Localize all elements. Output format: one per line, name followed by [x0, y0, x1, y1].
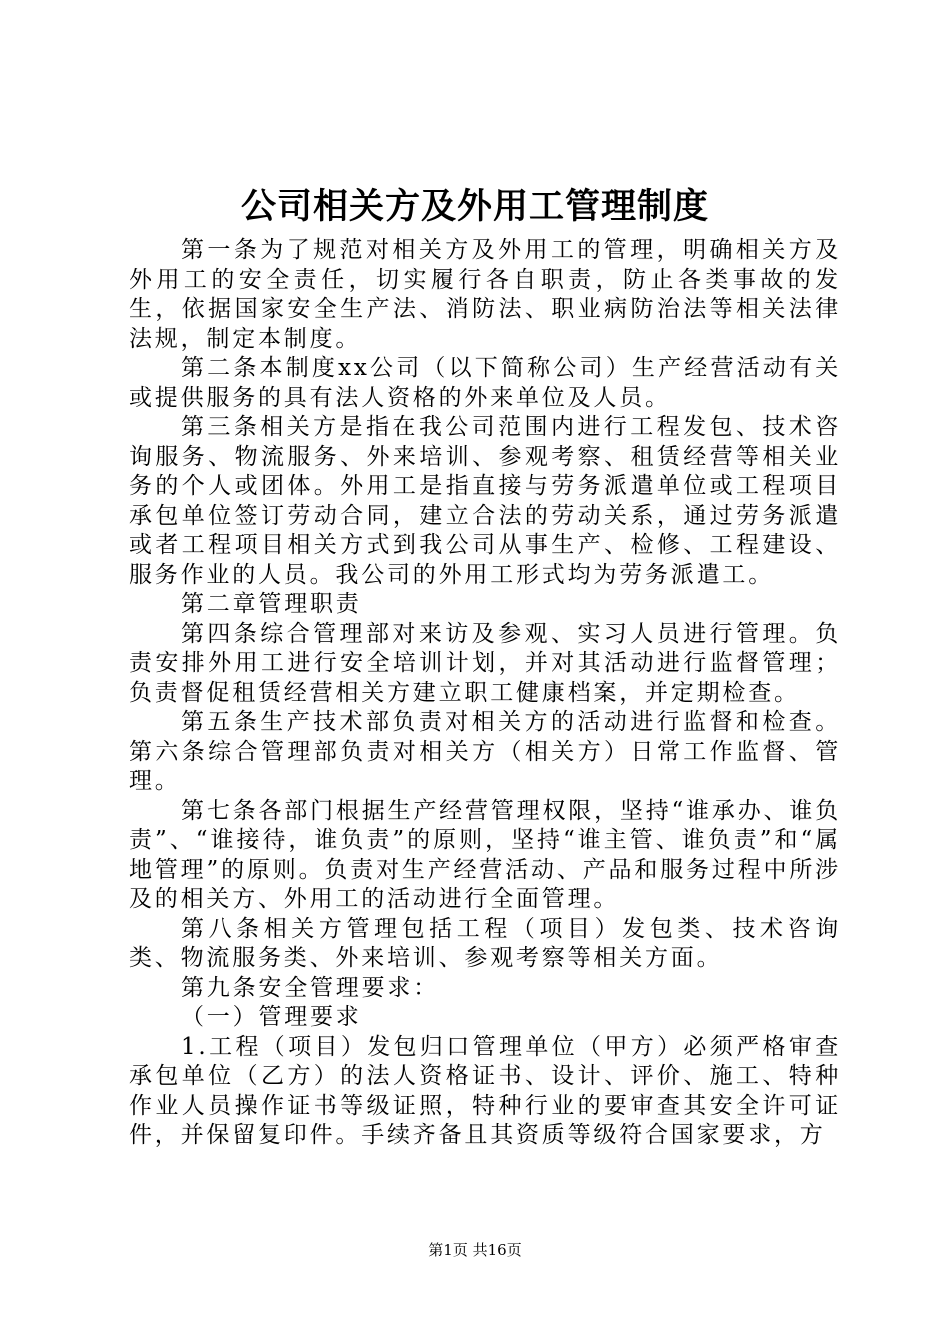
paragraph-article-7: 第七条各部门根据生产经营管理权限，坚持“谁承办、谁负责”、“谁接待，谁负责”的原则，坚持“谁主管、谁负责”和“属地管理”的原则。负责对生产经营活动、产品和服务过程中所涉及的相关方、外用工的活动进行全面管理。 [129, 797, 841, 912]
paragraph-article-1: 第一条为了规范对相关方及外用工的管理，明确相关方及外用工的安全责任，切实履行各自职责，防止各类事故的发生，依据国家安全生产法、消防法、职业病防治法等相关法律法规，制定本制度。 [129, 237, 841, 352]
paragraph-article-8: 第八条相关方管理包括工程（项目）发包类、技术咨询类、物流服务类、外来培训、参观考察等相关方面。 [129, 915, 841, 971]
page-number: 第1页 共16页 [428, 1241, 522, 1259]
document-title: 公司相关方及外用工管理制度 [240, 186, 709, 227]
paragraph-article-2: 第二条本制度xx公司（以下简称公司）生产经营活动有关或提供服务的具有法人资格的外来单位及人员。 [129, 355, 841, 411]
section-heading: （一）管理要求 [181, 1004, 362, 1030]
chapter-heading: 第二章管理职责 [181, 591, 362, 617]
paragraph-article-4: 第四条综合管理部对来访及参观、实习人员进行管理。负责安排外用工进行安全培训计划，并对其活动进行监督管理；负责督促租赁经营相关方建立职工健康档案，并定期检查。 [129, 620, 841, 706]
document-body [129, 236, 841, 1151]
paragraph-article-9: 第九条安全管理要求： [181, 974, 439, 1001]
paragraph-article-5-6: 第五条生产技术部负责对相关方的活动进行监督和检查。第六条综合管理部负责对相关方（相关方）日常工作监督、管理。 [129, 709, 841, 794]
paragraph-item-1: 1.工程（项目）发包归口管理单位（甲方）必须严格审查承包单位（乙方）的法人资格证书、设计、评价、施工、特种作业人员操作证书等级证照，特种行业的要审查其安全许可证件，并保留复印件。手续齐备且其资质等级符合国家要求，方 [129, 1033, 841, 1148]
paragraph-article-3: 第三条相关方是指在我公司范围内进行工程发包、技术咨询服务、物流服务、外来培训、参观考察、租赁经营等相关业务的个人或团体。外用工是指直接与劳务派遣单位或工程项目承包单位签订劳动合同，建立合法的劳动关系，通过劳务派遣或者工程项目相关方式到我公司从事生产、检修、工程建设、服务作业的人员。我公司的外用工形式均为劳务派遣工。 [129, 414, 841, 588]
